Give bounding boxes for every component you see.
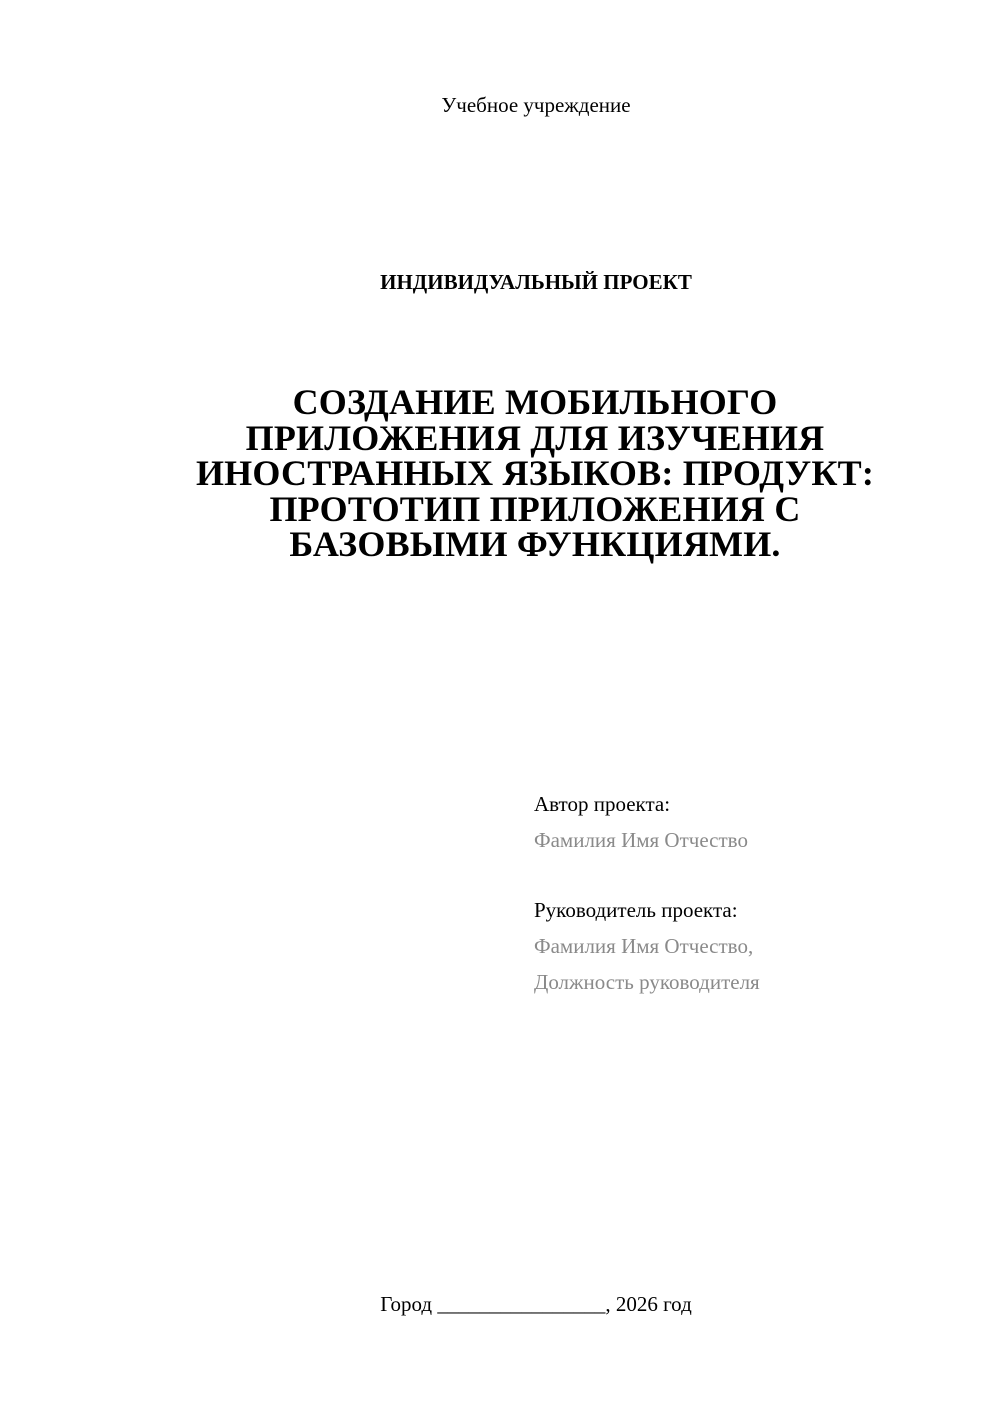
project-title bbox=[140, 382, 930, 564]
project-type-heading: ИНДИВИДУАЛЬНЫЙ ПРОЕКТ bbox=[380, 270, 692, 294]
supervisor-label: Руководитель проекта: bbox=[534, 898, 738, 922]
author-name-placeholder: Фамилия Имя Отчество bbox=[534, 828, 748, 852]
author-block bbox=[534, 786, 974, 858]
supervisor-name-placeholder: Фамилия Имя Отчество, bbox=[534, 934, 754, 958]
project-title-line: СОЗДАНИЕ МОБИЛЬНОГО bbox=[292, 382, 778, 422]
project-title-line: ИНОСТРАННЫХ ЯЗЫКОВ: ПРОДУКТ: bbox=[195, 453, 875, 493]
institution-name: Учебное учреждение bbox=[441, 93, 631, 117]
author-label: Автор проекта: bbox=[534, 792, 671, 816]
project-title-line: БАЗОВЫМИ ФУНКЦИЯМИ. bbox=[289, 524, 781, 564]
supervisor-position-placeholder: Должность руководителя bbox=[534, 970, 760, 994]
city-year-footer: Город ________________, 2026 год bbox=[380, 1292, 692, 1316]
project-title-line: ПРИЛОЖЕНИЯ ДЛЯ ИЗУЧЕНИЯ bbox=[245, 417, 825, 458]
project-title-line: ПРОТОТИП ПРИЛОЖЕНИЯ С bbox=[269, 488, 801, 529]
supervisor-block bbox=[534, 892, 974, 1000]
